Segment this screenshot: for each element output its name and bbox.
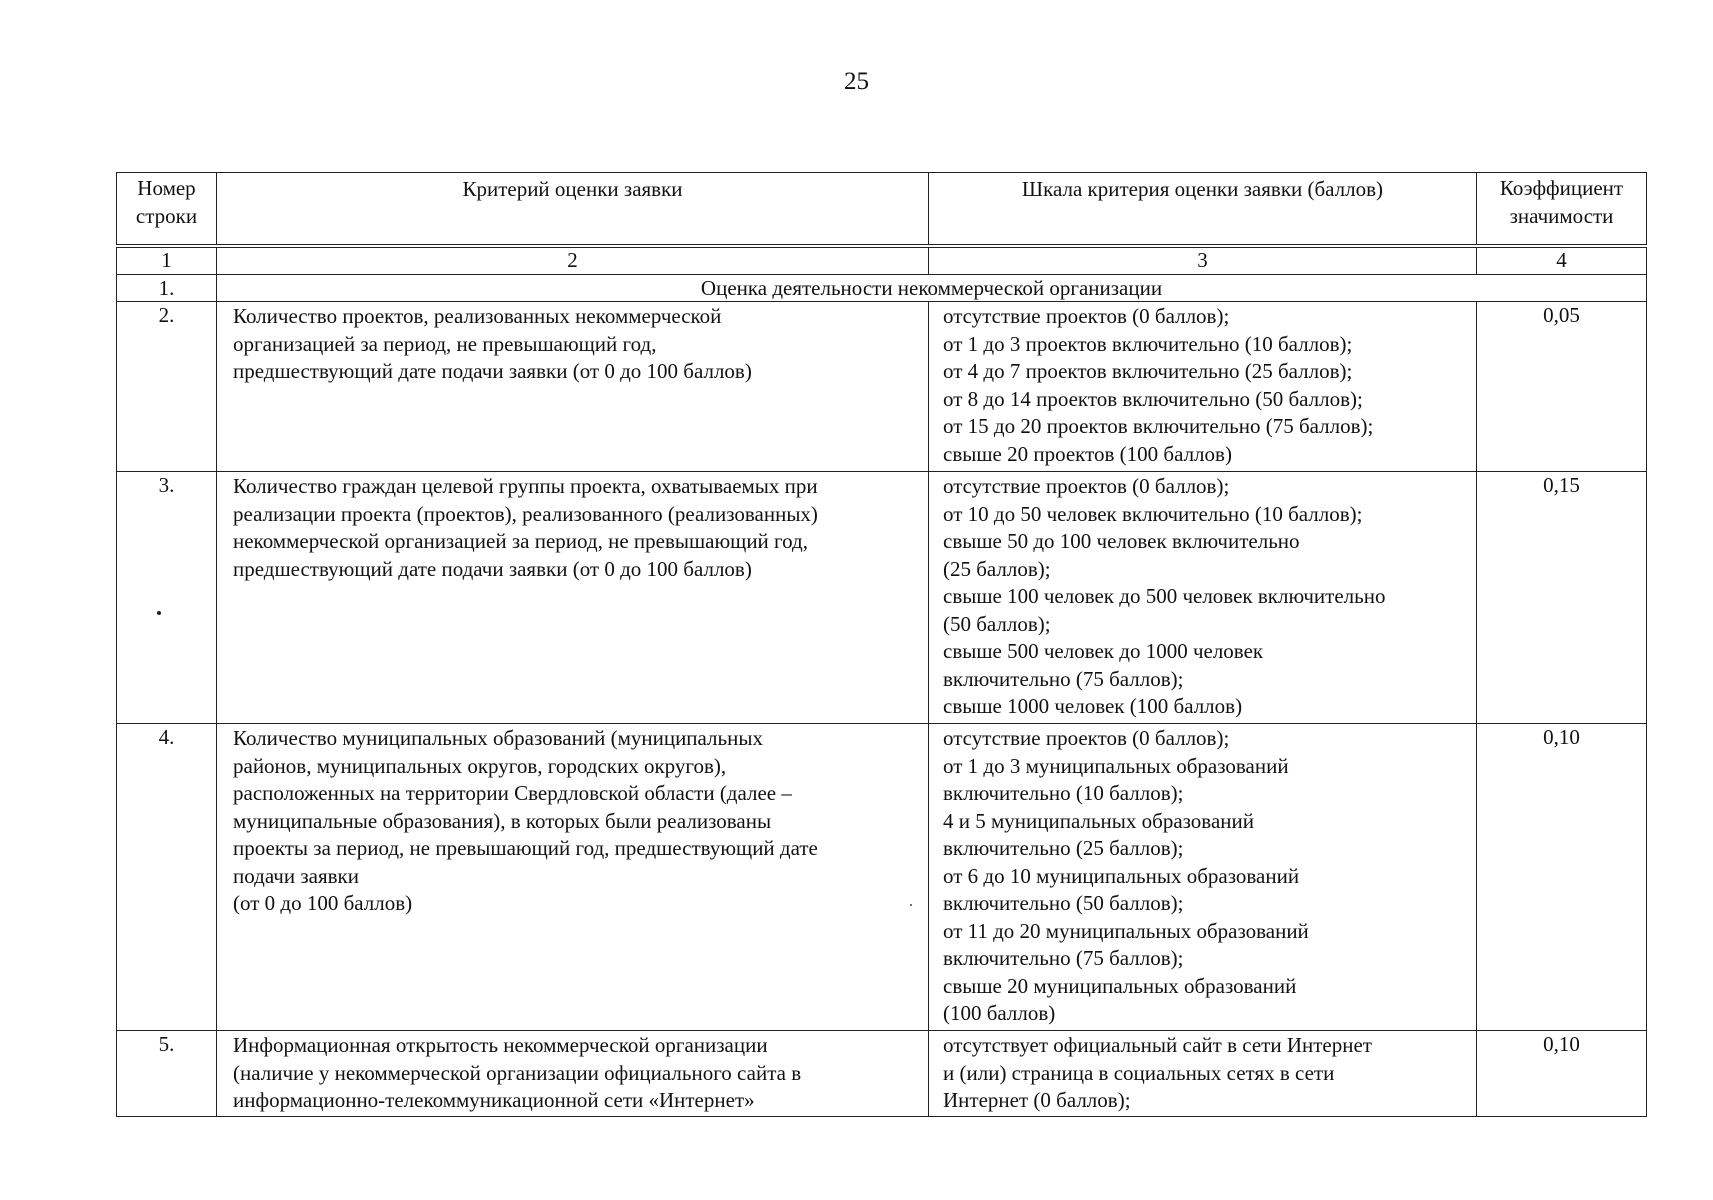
cell-text-line: включительно (75 баллов);: [943, 946, 1184, 970]
column-index: 2: [217, 248, 929, 275]
cell-text-line: свыше 100 человек до 500 человек включительно: [943, 584, 1386, 608]
coefficient-cell: 0,05: [1477, 302, 1647, 472]
cell-text-line: включительно (75 баллов);: [943, 666, 1184, 691]
cell-text-line: от 10 до 50 человек включительно (10 баллов);: [943, 501, 1363, 526]
cell-text-line: проекты за период, не превышающий год, предшествующий дате: [233, 836, 818, 860]
cell-text-line: Интернет (0 баллов);: [943, 1088, 1131, 1112]
section-row: [117, 275, 1647, 302]
cell-text-line: свыше 1000 человек (100 баллов): [943, 694, 1243, 718]
cell-text-line: (наличие у некоммерческой организации официального сайта в: [233, 1060, 802, 1085]
table-row: [117, 302, 1647, 472]
table-header-row: [117, 173, 1647, 245]
cell-text-line: и (или) страница в социальных сетях в сети: [943, 1060, 1335, 1085]
cell-text-line: расположенных на территории Свердловской области (далее –: [233, 781, 792, 805]
coefficient-cell: 0,15: [1477, 472, 1647, 724]
cell-text-line: от 1 до 3 муниципальных образований: [943, 753, 1289, 778]
cell-text-line: 4 и 5 муниципальных образований: [943, 808, 1254, 833]
cell-text-line: от 11 до 20 муниципальных образований: [943, 918, 1309, 943]
cell-text-line: организацией за период, не превышающий год,: [233, 331, 657, 356]
criterion-cell: [217, 472, 929, 724]
cell-text-line: Количество муниципальных образований (муниципальных: [233, 726, 763, 750]
column-index-row: [117, 248, 1647, 275]
row-number: 3.: [117, 472, 217, 724]
cell-text-line: свыше 50 до 100 человек включительно: [943, 529, 1300, 553]
coefficient-cell: 0,10: [1477, 1031, 1647, 1117]
cell-text-line: свыше 20 муниципальных образований: [943, 973, 1297, 998]
section-number: 1.: [117, 275, 217, 302]
cell-text-line: информационно-телекоммуникационной сети «Интернет»: [233, 1088, 755, 1112]
table-row: [117, 724, 1647, 1031]
cell-text-line: (25 баллов);: [943, 556, 1051, 581]
column-index: 4: [1477, 248, 1647, 275]
scale-cell: [929, 1031, 1477, 1117]
cell-text-line: свыше 500 человек до 1000 человек: [943, 639, 1264, 663]
header-scale: Шкала критерия оценки заявки (баллов): [929, 173, 1477, 245]
cell-text-line: подачи заявки: [233, 863, 359, 888]
cell-text-line: (от 0 до 100 баллов): [233, 891, 413, 915]
evaluation-criteria-table: [116, 172, 1647, 1117]
scale-cell: [929, 472, 1477, 724]
cell-text-line: от 6 до 10 муниципальных образований: [943, 863, 1300, 888]
cell-text-line: отсутствие проектов (0 баллов);: [943, 304, 1230, 328]
cell-text-line: от 1 до 3 проектов включительно (10 баллов);: [943, 331, 1353, 356]
row-number: 5.: [117, 1031, 217, 1117]
cell-text-line: Количество проектов, реализованных некоммерческой: [233, 304, 722, 328]
cell-text-line: отсутствие проектов (0 баллов);: [943, 726, 1230, 750]
row-number: 4.: [117, 724, 217, 1031]
section-title: Оценка деятельности некоммерческой организации: [217, 275, 1647, 302]
cell-text-line: Количество граждан целевой группы проекта, охватываемых при: [233, 474, 818, 498]
cell-text-line: отсутствие проектов (0 баллов);: [943, 474, 1230, 498]
column-index: 3: [929, 248, 1477, 275]
cell-text-line: районов, муниципальных округов, городских округов),: [233, 753, 727, 778]
page-number: 25: [844, 68, 869, 95]
column-index: 1: [117, 248, 217, 275]
cell-text-line: реализации проекта (проектов), реализованного (реализованных): [233, 501, 818, 526]
criterion-cell: [217, 724, 929, 1031]
cell-text-line: от 8 до 14 проектов включительно (50 баллов);: [943, 386, 1363, 411]
cell-text-line: включительно (50 баллов);: [943, 891, 1184, 915]
scan-speck: [910, 904, 912, 906]
header-row-number: Номер строки: [117, 173, 217, 245]
cell-text-line: (50 баллов);: [943, 611, 1051, 636]
cell-text-line: от 15 до 20 проектов включительно (75 баллов);: [943, 414, 1374, 438]
coefficient-cell: 0,10: [1477, 724, 1647, 1031]
cell-text-line: свыше 20 проектов (100 баллов): [943, 441, 1232, 466]
scale-cell: [929, 302, 1477, 472]
cell-text-line: некоммерческой организацией за период, не превышающий год,: [233, 529, 808, 553]
criterion-cell: [217, 1031, 929, 1117]
cell-text-line: включительно (25 баллов);: [943, 836, 1184, 860]
header-criterion: Критерий оценки заявки: [217, 173, 929, 245]
scan-mark: [157, 611, 161, 615]
scale-cell: [929, 724, 1477, 1031]
cell-text-line: Информационная открытость некоммерческой организации: [233, 1033, 768, 1057]
row-number: 2.: [117, 302, 217, 472]
table-row: [117, 1031, 1647, 1117]
cell-text-line: предшествующий дате подачи заявки (от 0 до 100 баллов): [233, 359, 752, 383]
cell-text-line: от 4 до 7 проектов включительно (25 баллов);: [943, 359, 1353, 383]
cell-text-line: (100 баллов): [943, 1001, 1056, 1025]
criterion-cell: [217, 302, 929, 472]
table-row: [117, 472, 1647, 724]
cell-text-line: предшествующий дате подачи заявки (от 0 до 100 баллов): [233, 556, 752, 581]
cell-text-line: отсутствует официальный сайт в сети Интернет: [943, 1033, 1372, 1057]
header-coefficient: Коэффициент значимости: [1477, 173, 1647, 245]
cell-text-line: включительно (10 баллов);: [943, 781, 1184, 805]
cell-text-line: муниципальные образования), в которых были реализованы: [233, 808, 772, 833]
